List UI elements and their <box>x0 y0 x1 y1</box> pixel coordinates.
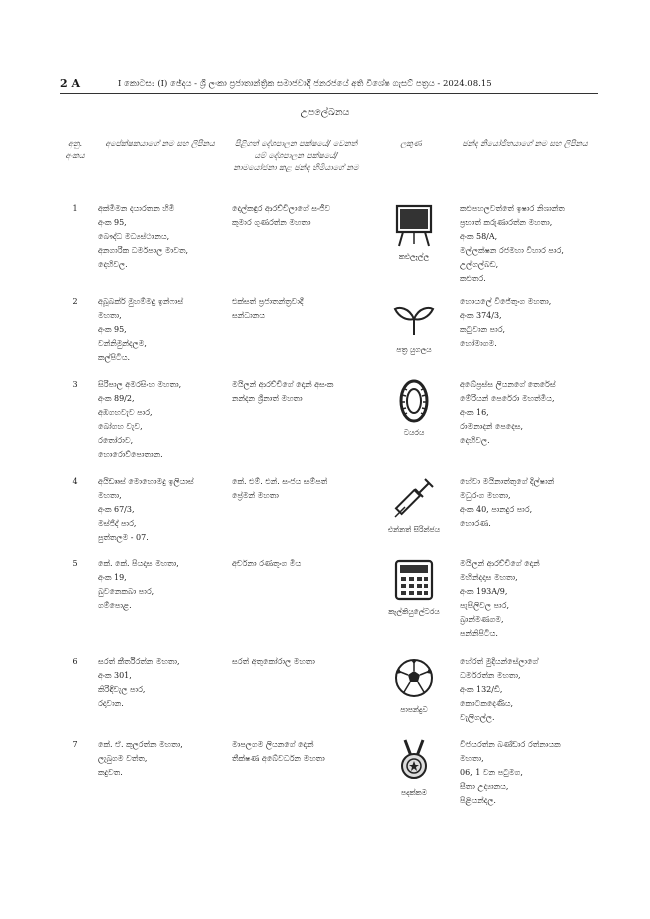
party-name <box>232 557 362 571</box>
candidate-line: අංක 95, <box>98 218 127 227</box>
candidate-line: රදාවාන. <box>98 699 124 708</box>
leaf-pair-icon <box>391 295 437 341</box>
agent-line: 06, 1 වන පටුමග, <box>460 768 523 777</box>
football-icon <box>391 655 437 701</box>
party-line: සන්ධානය <box>232 311 266 320</box>
candidate-line: අංක 95, <box>98 325 127 334</box>
tyre-icon <box>391 378 437 424</box>
agent-line: අබේප්‍රස්ස ලියනගේ තෙරේස් <box>460 380 556 389</box>
column-header-candidate: අපේක්ෂකයාගේ නම සහ ලිපිනය <box>105 139 215 148</box>
party-name <box>232 378 362 406</box>
symbol <box>378 202 450 264</box>
agent-line: අංක 16, <box>460 408 489 417</box>
candidate-address <box>98 655 228 711</box>
agent-line: කළුපහලවත්තේ ඉෂාර නිශාන්ත <box>460 204 565 213</box>
agent-line: රාමනාදන් පෙදෙස, <box>460 422 524 431</box>
agent-address <box>460 655 598 725</box>
party-line: මයිලන් ආරච්චිගේ දොන් අසංක <box>232 380 334 389</box>
symbol <box>378 655 450 717</box>
candidate-line: ගම්පොළ. <box>98 601 132 610</box>
candidate-line: අංක 89/2, <box>98 394 135 403</box>
agent-line: අංක 40, පානදුර පාර, <box>460 505 533 514</box>
agent-line: අංක 374/3, <box>460 311 502 320</box>
symbol <box>378 738 450 800</box>
candidate-line: කේ. ඒ. කුලරත්න මහතා, <box>98 740 183 749</box>
symbol-label: පදක්කම <box>401 788 427 797</box>
agent-line: මහින්දදාස මහතා, <box>460 573 518 582</box>
gazette-title: I කොටස: (I) ඡේදය - ශ්‍රී ලංකා ප්‍රජාතාන්ත්‍රික සමාජවාදී ජනරජයේ අති විශේෂ ගැසට් පත්‍රය - 2024.08.15 <box>118 79 492 89</box>
agent-line: අංක 193A/9, <box>460 587 508 596</box>
symbol <box>378 557 450 619</box>
party-name <box>232 475 362 503</box>
candidate-line: අනගාරික ධර්මපාල මාවත, <box>98 246 189 255</box>
row-number: 4 <box>72 477 78 486</box>
agent-line: හොයලේ විජේතුංග මහතා, <box>460 297 552 306</box>
agent-line: කළුතර. <box>460 274 486 283</box>
agent-line: හේවා මයිනාත්තුගේ දිල්ෂාන් <box>460 477 555 486</box>
agent-line: ප්‍රභාත් කරුණාරත්න මහතා, <box>460 218 553 227</box>
agent-line: කොටකදෙණිය, <box>460 699 514 708</box>
agent-line: ධර්මරත්න මහතා, <box>460 671 521 680</box>
candidate-line: කේ. කේ. පියදාස මහතා, <box>98 559 179 568</box>
header-rule <box>60 93 598 94</box>
candidate-line: අක්මීමන දයාරතන හිමි <box>98 204 175 213</box>
agent-line: අංක 58/A, <box>460 232 498 241</box>
agent-line: මයිලන් ආරච්චිගේ දොන් <box>460 559 540 568</box>
medal-icon <box>391 738 437 784</box>
column-header-party: පිළිගත් දේශපාලන පක්ෂයේ/ වෙනත් යම් දේශපාලන පක්ෂයේ/ නාමයෝජනා කළ ඡන්ද හිමියාගේ නම <box>233 139 359 172</box>
agent-line: උල්ගල්බඩ, <box>460 260 499 269</box>
syringe-icon <box>391 475 437 521</box>
symbol-label: කළුලෑල්ල <box>398 252 430 261</box>
symbol <box>378 475 450 537</box>
agent-address <box>460 202 598 286</box>
candidate-line: අයිඩෲස් මොහොමදු ඉලියාස් <box>98 477 194 486</box>
party-line: කුමාර ගුණරත්න මහතා <box>232 218 311 227</box>
page-number: 2 A <box>60 77 81 90</box>
candidate-line: පුත්තලම - 07. <box>98 533 149 542</box>
candidate-row <box>60 295 598 375</box>
candidate-address <box>98 202 228 272</box>
candidate-row <box>60 378 598 458</box>
party-line: සරත් අතුකෝරාල මහතා <box>232 657 315 666</box>
agent-address <box>460 557 598 641</box>
agent-address <box>460 295 598 351</box>
candidate-row <box>60 557 598 637</box>
party-line: අර්චනා රණතුංග මිය <box>232 559 302 568</box>
party-name <box>232 655 362 669</box>
agent-line: මහතා, <box>460 754 484 763</box>
candidate-address <box>98 295 228 365</box>
row-number: 3 <box>72 380 78 389</box>
agent-line: හෝමාගම. <box>460 339 497 348</box>
agent-line: මධුරංග මහතා, <box>460 491 511 500</box>
candidate-line: මහතා, <box>98 491 122 500</box>
candidate-row <box>60 738 598 818</box>
candidate-line: සරත් කීර්තිරත්න මහතා, <box>98 657 180 666</box>
candidate-line: අඹගහවැව පාර, <box>98 408 153 417</box>
candidate-address <box>98 738 228 780</box>
row-number: 6 <box>72 657 78 666</box>
party-name <box>232 738 362 766</box>
candidate-line: රතෝරාව, <box>98 436 134 445</box>
party-line: නන්දන ශ්‍රීනාත් මහතා <box>232 394 303 403</box>
agent-line: බ්‍රාන්මණගම, <box>460 615 504 624</box>
party-line: තීක්ෂණ අබේවර්ධන මහතා <box>232 754 325 763</box>
candidate-address <box>98 378 228 462</box>
candidate-line: සිරිපාල අමරසිංහ මහතා, <box>98 380 182 389</box>
calculator-icon <box>391 557 437 603</box>
agent-address <box>460 378 598 448</box>
candidate-row <box>60 475 598 555</box>
page-header <box>60 76 598 92</box>
candidate-line: බෝගහ වැව, <box>98 422 143 431</box>
row-number: 7 <box>72 740 78 749</box>
agent-line: පිළියන්දල. <box>460 796 496 805</box>
candidate-line: බෞද්ධ මධ්‍යස්ථානය, <box>98 232 170 241</box>
candidate-address <box>98 475 228 545</box>
candidate-line: වන්නිමුන්දලම, <box>98 339 147 348</box>
party-line: මාපලගම ලියනගේ දොන් <box>232 740 314 749</box>
candidate-line: අංක 19, <box>98 573 127 582</box>
agent-line: සීතා උද්‍යානය, <box>460 782 509 791</box>
blackboard-icon <box>391 202 437 248</box>
candidate-address <box>98 557 228 613</box>
party-name <box>232 202 362 230</box>
column-header-symbol: ලකුණ <box>400 139 422 148</box>
candidate-line: කිරිඳිවැල පාර, <box>98 685 146 694</box>
symbol-label: පත්‍ර යුගලය <box>396 345 432 354</box>
candidate-row <box>60 202 598 282</box>
symbol-label: එන්නත් සිරින්ජය <box>387 525 441 534</box>
row-number: 5 <box>72 559 78 568</box>
agent-address <box>460 475 598 531</box>
appendix-title: උපලේඛනය <box>300 107 350 118</box>
row-number: 1 <box>72 204 78 213</box>
party-line: කේ. එම්. එන්. සංජය සම්පත් <box>232 477 328 486</box>
party-line: එක්සත් ප්‍රජාතන්ත්‍රවාදී <box>232 297 304 306</box>
candidate-line: ලැබුගම වත්ත, <box>98 754 148 763</box>
agent-address <box>460 738 598 808</box>
agent-line: කටුවාන පාර, <box>460 325 506 334</box>
candidate-line: අංක 67/3, <box>98 505 135 514</box>
symbol <box>378 295 450 357</box>
symbol <box>378 378 450 440</box>
agent-line: අංක 132/ඩී, <box>460 685 503 694</box>
column-header-agent: ඡන්ද නියෝජිතයාගේ නම සහ ලිපිනය <box>462 139 588 148</box>
agent-line: හේරත් මුදියන්සේලාගේ <box>460 657 539 666</box>
agent-line: මල්ලක්ෂන රජමහා විහාර පාර, <box>460 246 564 255</box>
agent-line: පැපිලිවල පාර, <box>460 601 509 610</box>
candidate-row <box>60 655 598 735</box>
agent-line: පන්නිපිටිය. <box>460 629 498 638</box>
candidate-line: අබූබක්ර් මුහම්මදු ඉන්ෆාස් <box>98 297 184 306</box>
candidate-line: මස්ජිද් පාර, <box>98 519 137 528</box>
party-line: ප්‍රේමන් මහතා <box>232 491 279 500</box>
row-number: 2 <box>72 297 78 306</box>
agent-line: හොරණ. <box>460 519 491 528</box>
symbol-label: ටයරය <box>403 428 425 437</box>
candidate-line: දෙහිවල. <box>98 260 128 269</box>
candidate-line: මහතා, <box>98 311 122 320</box>
candidate-line: බුවනෙකබා පාර, <box>98 587 155 596</box>
symbol-label: පාපන්දුව <box>400 705 428 714</box>
candidate-line: හොරොව්පොතාන. <box>98 450 163 459</box>
agent-line: මේරියන් පෙරේරා මහත්මිය, <box>460 394 555 403</box>
agent-line: වැලිගල්ල. <box>460 713 495 722</box>
party-name <box>232 295 362 323</box>
candidate-line: අංක 301, <box>98 671 132 680</box>
agent-line: විජයරත්න බණ්ඩාර රත්නායක <box>460 740 561 749</box>
candidate-line: කදුවත. <box>98 768 123 777</box>
column-header-number: අනු. අංකය <box>65 139 85 160</box>
candidate-line: කල්පිටිය. <box>98 353 131 362</box>
party-line: දෙල්කඳුර ආරච්චිලාගේ සංජීව <box>232 204 331 213</box>
symbol-label: කැල්කියුලේටරය <box>388 607 440 616</box>
agent-line: දෙහිවල. <box>460 436 490 445</box>
